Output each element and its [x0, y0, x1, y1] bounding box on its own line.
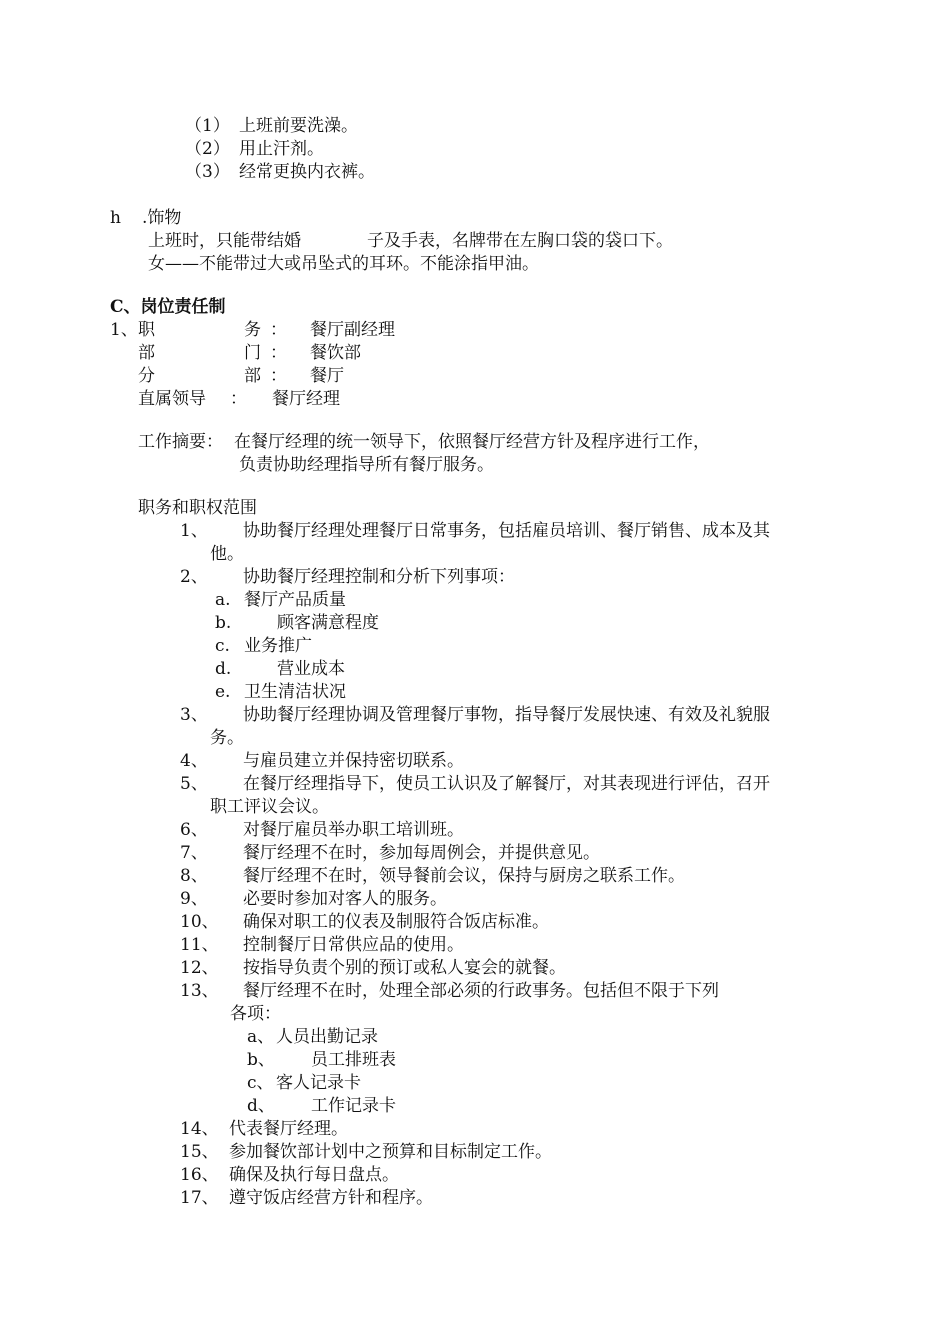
accessories-line2: 女——不能带过大或吊坠式的耳环。不能涂指甲油。: [148, 254, 539, 274]
duty-6-number: 6、: [180, 820, 208, 840]
duty-10-text: 确保对职工的仪表及制服符合饭店标准。: [243, 912, 549, 932]
duty-4-number: 4、: [180, 751, 208, 771]
duty-15-number: 15、: [180, 1142, 219, 1162]
duty-13-sub-a-label: a、: [247, 1027, 275, 1047]
duty-2-sub-c-label: c.: [215, 636, 230, 656]
duty-5-continuation: 职工评议会议。: [210, 797, 329, 817]
duty-2-sub-a-text: 餐厅产品质量: [244, 590, 346, 610]
accessories-line1-part-b: 子及手表，名牌带在左胸口袋的袋口下。: [367, 231, 673, 251]
duty-14-number: 14、: [180, 1119, 219, 1139]
subdept-label-a: 分: [138, 366, 155, 386]
hygiene-item-3-number: （3）: [185, 162, 230, 182]
duty-8-number: 8、: [180, 866, 208, 886]
duty-1-text: 协助餐厅经理处理餐厅日常事务，包括雇员培训、餐厅销售、成本及其: [243, 521, 770, 541]
summary-label: 工作摘要：: [138, 432, 223, 452]
hygiene-item-1-number: （1）: [185, 116, 230, 136]
leader-label: 直属领导: [138, 389, 206, 409]
dept-label-a: 部: [138, 343, 155, 363]
duty-2-sub-e-label: e.: [215, 682, 231, 702]
duty-9-text: 必要时参加对客人的服务。: [243, 889, 447, 909]
duty-16-text: 确保及执行每日盘点。: [229, 1165, 399, 1185]
duty-1-number: 1、: [180, 521, 208, 541]
accessories-letter: h: [110, 208, 121, 228]
duty-10-number: 10、: [180, 912, 219, 932]
duty-13-sub-d-text: 工作记录卡: [311, 1096, 396, 1116]
leader-value: 餐厅经理: [272, 389, 340, 409]
duty-4-text: 与雇员建立并保持密切联系。: [243, 751, 464, 771]
duty-2-sub-a-label: a.: [215, 590, 231, 610]
accessories-heading: .饰物: [142, 208, 182, 228]
duty-3-number: 3、: [180, 705, 208, 725]
duty-15-text: 参加餐饮部计划中之预算和目标制定工作。: [229, 1142, 552, 1162]
leader-colon: ：: [230, 389, 247, 409]
accessories-line1-part-a: 上班时，只能带结婚: [148, 231, 301, 251]
duties-heading: 职务和职权范围: [138, 498, 257, 518]
duty-6-text: 对餐厅雇员举办职工培训班。: [243, 820, 464, 840]
duty-17-number: 17、: [180, 1188, 219, 1208]
duty-13-continuation: 各项：: [230, 1004, 281, 1024]
duty-12-text: 按指导负责个别的预订或私人宴会的就餐。: [243, 958, 566, 978]
subdept-value: 餐厅: [310, 366, 344, 386]
duty-3-continuation: 务。: [210, 728, 244, 748]
hygiene-item-2-text: 用止汗剂。: [239, 139, 324, 159]
dept-value: 餐饮部: [310, 343, 361, 363]
duty-5-text: 在餐厅经理指导下，使员工认识及了解餐厅，对其表现进行评估，召开: [243, 774, 770, 794]
duty-13-text: 餐厅经理不在时，处理全部必须的行政事务。包括但不限于下列: [243, 981, 719, 1001]
duty-16-number: 16、: [180, 1165, 219, 1185]
duty-3-text: 协助餐厅经理协调及管理餐厅事物，指导餐厅发展快速、有效及礼貌服: [243, 705, 770, 725]
duty-2-sub-c-text: 业务推广: [244, 636, 312, 656]
duty-13-sub-d-label: d、: [247, 1096, 275, 1116]
duty-13-sub-c-text: 客人记录卡: [276, 1073, 361, 1093]
hygiene-item-2-number: （2）: [185, 139, 230, 159]
summary-line2: 负责协助经理指导所有餐厅服务。: [239, 455, 494, 475]
position-label-b: 务: [244, 320, 261, 340]
position-value: 餐厅副经理: [310, 320, 395, 340]
duty-12-number: 12、: [180, 958, 219, 978]
duty-11-number: 11、: [180, 935, 219, 955]
position-colon: ：: [270, 320, 287, 340]
duty-2-number: 2、: [180, 567, 208, 587]
dept-label-b: 门: [244, 343, 261, 363]
duty-1-continuation: 他。: [210, 544, 244, 564]
job-number: 1、: [110, 320, 138, 340]
duty-9-number: 9、: [180, 889, 208, 909]
duty-8-text: 餐厅经理不在时，领导餐前会议，保持与厨房之联系工作。: [243, 866, 685, 886]
duty-2-sub-b-label: b.: [215, 613, 232, 633]
duty-7-text: 餐厅经理不在时，参加每周例会，并提供意见。: [243, 843, 600, 863]
duty-14-text: 代表餐厅经理。: [229, 1119, 348, 1139]
dept-colon: ：: [270, 343, 287, 363]
duty-7-number: 7、: [180, 843, 208, 863]
hygiene-item-1-text: 上班前要洗澡。: [239, 116, 358, 136]
duty-13-number: 13、: [180, 981, 219, 1001]
duty-13-sub-b-label: b、: [247, 1050, 275, 1070]
duty-2-sub-b-text: 顾客满意程度: [277, 613, 379, 633]
section-c-title: C、岗位责任制: [110, 297, 226, 317]
duty-17-text: 遵守饭店经营方针和程序。: [229, 1188, 433, 1208]
duty-11-text: 控制餐厅日常供应品的使用。: [243, 935, 464, 955]
duty-13-sub-a-text: 人员出勤记录: [276, 1027, 378, 1047]
duty-2-sub-d-label: d.: [215, 659, 232, 679]
subdept-colon: ：: [270, 366, 287, 386]
duty-2-sub-d-text: 营业成本: [277, 659, 345, 679]
position-label-a: 职: [138, 320, 155, 340]
duty-5-number: 5、: [180, 774, 208, 794]
duty-2-sub-e-text: 卫生清洁状况: [244, 682, 346, 702]
duty-2-text: 协助餐厅经理控制和分析下列事项：: [243, 567, 515, 587]
hygiene-item-3-text: 经常更换内衣裤。: [239, 162, 375, 182]
subdept-label-b: 部: [244, 366, 261, 386]
duty-13-sub-b-text: 员工排班表: [311, 1050, 396, 1070]
summary-line1: 在餐厅经理的统一领导下，依照餐厅经营方针及程序进行工作，: [234, 432, 710, 452]
duty-13-sub-c-label: c、: [247, 1073, 274, 1093]
